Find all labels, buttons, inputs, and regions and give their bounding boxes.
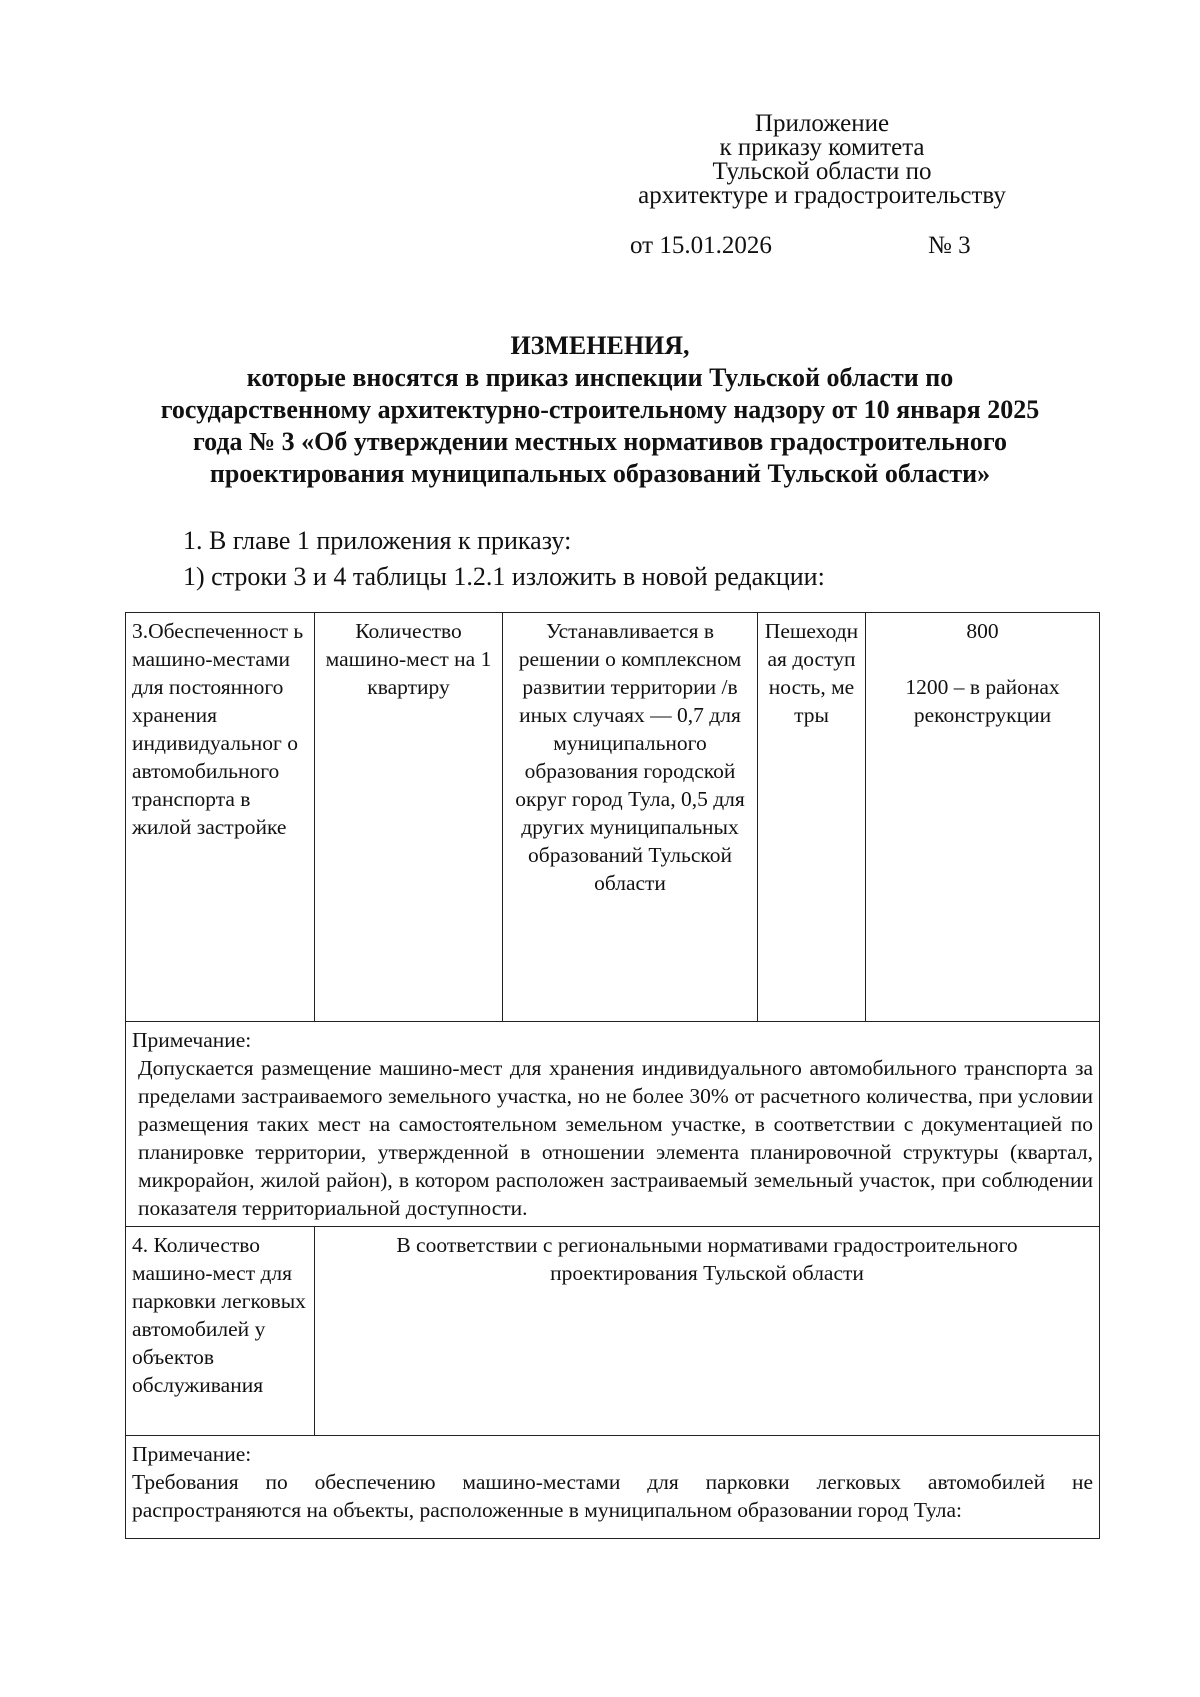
header-line: Приложение	[754, 110, 890, 137]
header-line: Тульской области по	[712, 158, 932, 185]
order-number: № 3	[928, 232, 971, 259]
document-title	[100, 330, 1100, 490]
table-row	[126, 613, 1100, 1022]
note-label: Примечание:	[132, 1028, 252, 1052]
header-line: к приказу комитета	[719, 134, 925, 161]
accessibility-cell: Пешеходная доступность, метры	[758, 613, 866, 1022]
value-cell: Устанавливается в решении о комплексном развитии территории /в иных случаях — 0,7 для муниципального образования городской округ город Тула, 0,5 для других муниципальных образований Тульской области	[503, 613, 758, 1022]
title-line: проектирования муниципальных образований Тульской области»	[209, 459, 991, 488]
note-text: Допускается размещение машино-мест для хранения индивидуального автомобильного транспорта за пределами застраиваемого земельного участка, но не более 30% от расчетного количества, при условии размещения таких мест на самостоятельном земельном участке, в соответствии с документацией по планировке территории, утвержденной в отношении элемента планировочной структуры (квартал, микрорайон, жилой район), в котором расположен застраиваемый земельный участок, при соблюдении показателя территориальной доступности.	[138, 1056, 1093, 1220]
indicator-cell: 3.Обеспеченност ь машино-местами для постоянного хранения индивидуальног о автомобильного транспорта в жилой застройке	[126, 613, 315, 1022]
note-text: Требования по обеспечению машино-местами для парковки легковых автомобилей не распространяются на объекты, расположенные в муниципальном образовании город Тула:	[132, 1470, 1093, 1522]
distance-cell	[866, 613, 1100, 1022]
table-note-row	[126, 1436, 1100, 1539]
table-note-row	[126, 1022, 1100, 1227]
intro-paragraph-2: 1) строки 3 и 4 таблицы 1.2.1 изложить в новой редакции:	[183, 562, 825, 591]
table-row	[126, 1227, 1100, 1436]
note-cell	[126, 1022, 1100, 1227]
note-label: Примечание:	[132, 1442, 252, 1466]
title-line: которые вносятся в приказ инспекции Тульской области по	[246, 363, 954, 392]
header-line: архитектуре и градостроительству	[638, 182, 1006, 209]
intro-paragraph-1: 1. В главе 1 приложения к приказу:	[183, 526, 572, 555]
appendix-header	[612, 112, 1032, 208]
title-line: года № 3 «Об утверждении местных нормативов градостроительного	[192, 427, 1008, 456]
distance-reconstruction: 1200 – в районах реконструкции	[905, 675, 1060, 727]
distance-main: 800	[966, 619, 999, 643]
order-date: от 15.01.2026	[630, 232, 772, 259]
note-cell	[126, 1436, 1100, 1539]
norms-table	[125, 612, 1100, 1539]
title-line: государственному архитектурно-строительному надзору от 10 января 2025	[160, 395, 1040, 424]
indicator-cell: 4. Количество машино-мест для парковки легковых автомобилей у объектов обслуживания	[126, 1227, 315, 1436]
title-line: ИЗМЕНЕНИЯ,	[510, 331, 690, 360]
unit-cell: Количество машино-мест на 1 квартиру	[315, 613, 503, 1022]
value-cell: В соответствии с региональными нормативами градостроительного проектирования Тульской области	[315, 1227, 1100, 1436]
